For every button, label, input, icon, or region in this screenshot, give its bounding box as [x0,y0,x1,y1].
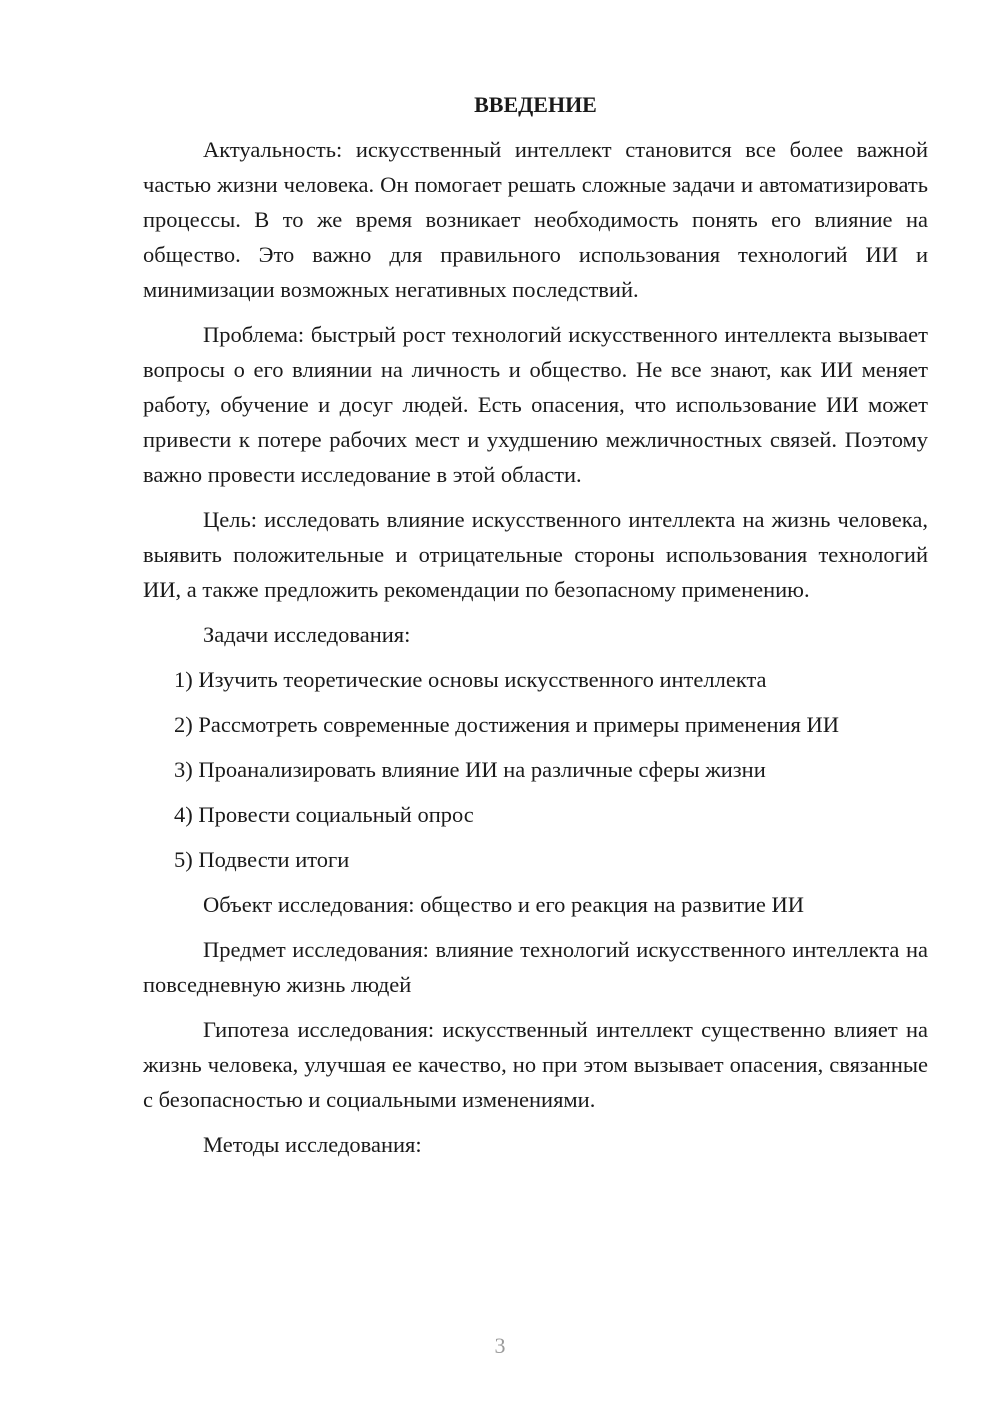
task-item-4: 4) Провести социальный опрос [174,802,474,828]
methods-label: Методы исследования: [203,1132,422,1158]
page-number: 3 [494,1333,506,1358]
task-item-5: 5) Подвести итоги [174,847,350,873]
tasks-label: Задачи исследования: [203,622,411,648]
section-heading: ВВЕДЕНИЕ [474,92,597,117]
task-item-1: 1) Изучить теоретические основы искусственного интеллекта [174,667,767,693]
subject-paragraph: Предмет исследования: влияние технологий искусственного интеллекта на повседневную жизнь людей [143,937,928,998]
goal-paragraph: Цель: исследовать влияние искусственного интеллекта на жизнь человека, выявить положительные и отрицательные стороны использования технологий ИИ, а также предложить рекомендации по безопасному применению. [143,507,928,603]
object-paragraph: Объект исследования: общество и его реакция на развитие ИИ [203,892,804,918]
tasks-list [143,662,928,877]
problem-paragraph: Проблема: быстрый рост технологий искусственного интеллекта вызывает вопросы о его влиянии на личность и общество. Не все знают, как ИИ меняет работу, обучение и досуг людей. Есть опасения, что использование ИИ может привести к потере рабочих мест и ухудшению межличностных связей. Поэтому важно провести исследование в этой области. [143,322,928,488]
hypothesis-paragraph: Гипотеза исследования: искусственный интеллект существенно влияет на жизнь человека, улучшая ее качество, но при этом вызывает опасения, связанные с безопасностью и социальными изменениями. [143,1017,928,1113]
task-item-2: 2) Рассмотреть современные достижения и примеры применения ИИ [174,712,839,738]
document-page [143,92,928,1172]
relevance-paragraph: Актуальность: искусственный интеллект становится все более важной частью жизни человека. Он помогает решать сложные задачи и автоматизировать процессы. В то же время возникает необходимость понять его влияние на общество. Это важно для правильного использования технологий ИИ и минимизации возможных негативных последствий. [143,137,928,303]
task-item-3: 3) Проанализировать влияние ИИ на различные сферы жизни [174,757,766,783]
